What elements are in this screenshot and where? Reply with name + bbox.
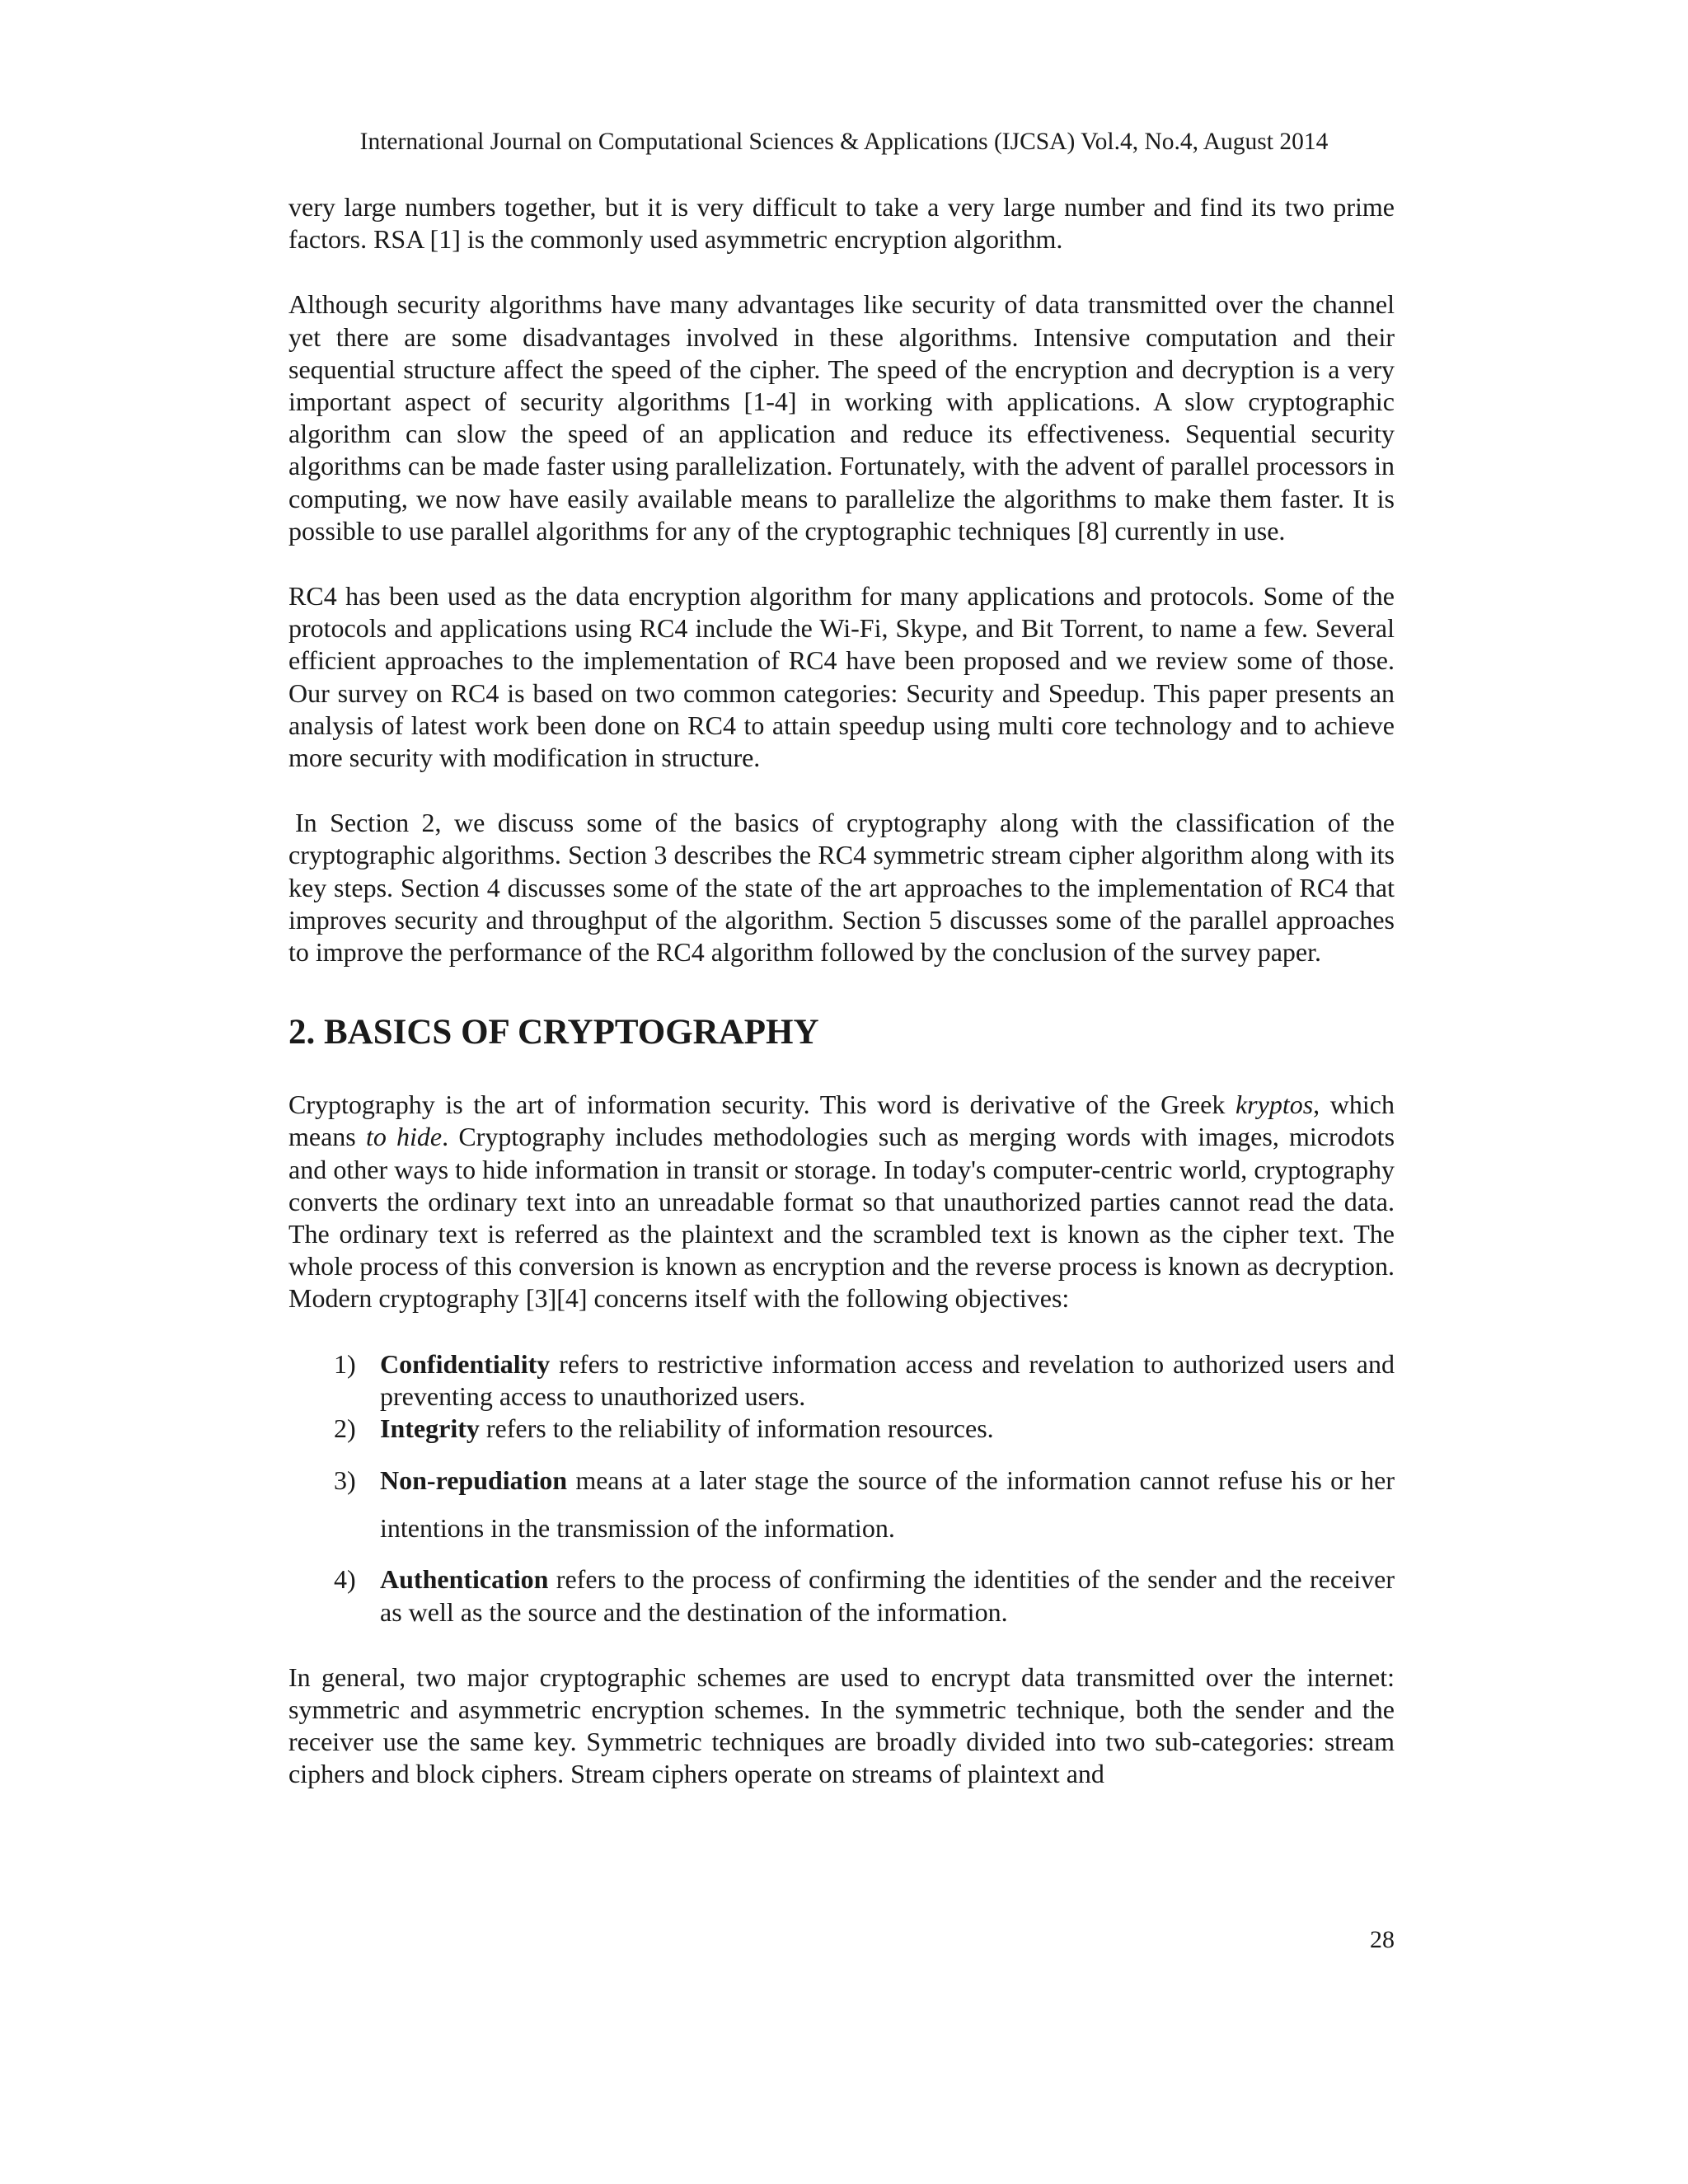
page-number: 28 (1370, 1926, 1395, 1953)
list-text: refers to restrictive information access and revelation to authorized users and preventing access to unauthorized users. (380, 1348, 1395, 1411)
list-item (288, 1456, 1395, 1552)
intro-text-2: , which means (288, 1090, 1395, 1152)
paragraph-rc4-usage: RC4 has been used as the data encryption algorithm for many applications and protocols. Some of the protocols and applications using RC4 include the Wi-Fi, Skype, and Bit Torrent, to name a few. Several efficient approaches to the implementation of RC4 have been proposed and we review some of those. Our survey on RC4 is based on two common categories: Security and Speedup. This paper presents an analysis of latest work been done on RC4 to attain speedup using multi core technology and to achieve more security with modification in structure. (288, 581, 1395, 773)
list-item (288, 1348, 1395, 1413)
list-number: 2) (334, 1413, 356, 1444)
intro-italic-kryptos: kryptos (1235, 1090, 1314, 1120)
paragraph-organization-text: In Section 2, we discuss some of the basics of cryptography along with the classification of the cryptographic algorithms. Section 3 describes the RC4 symmetric stream cipher algorithm along with its key steps. Section 4 discusses some of the state of the art approaches to the implementation of RC4 that improves security and throughput of the algorithm. Section 5 discusses some of the parallel approaches to improve the performance of the RC4 algorithm followed by the conclusion of the survey paper. (288, 808, 1395, 968)
intro-text-3: . Cryptography includes methodologies such as merging words with images, microdots and other ways to hide information in transit or storage. In today's computer-centric world, cryptography converts the ordinary text into an unreadable format so that unauthorized parties cannot read the data. The ordinary text is referred as the plaintext and the scrambled text is known as the cipher text. The whole process of this conversion is known as encryption and the reverse process is known as decryption. Modern cryptography [3][4] concerns itself with the following objectives: (288, 1122, 1395, 1314)
list-number: 3) (334, 1465, 356, 1496)
section-heading: 2. BASICS OF CRYPTOGRAPHY (288, 1013, 819, 1052)
list-number: 1) (334, 1348, 356, 1379)
paragraph-security-disadvantages: Although security algorithms have many advantages like security of data transmitted over the channel yet there are some disadvantages involved in these algorithms. Intensive computation and their sequential structure affect the speed of the cipher. The speed of the encryption and decryption is a very important aspect of security algorithms [1-4] in working with applications. A slow cryptographic algorithm can slow the speed of an application and reduce its effectiveness. Sequential security algorithms can be made faster using parallelization. Fortunately, with the advent of parallel processors in computing, we now have easily available means to parallelize the algorithms to make them faster. It is possible to use parallel algorithms for any of the cryptographic techniques [8] currently in use. (288, 289, 1395, 546)
intro-text-1: Cryptography is the art of information security. This word is derivative of the Greek (288, 1090, 1236, 1120)
list-term: Integrity (380, 1413, 480, 1444)
intro-italic-to-hide: to hide (365, 1122, 443, 1152)
objectives-list (288, 1348, 1395, 1629)
list-text: refers to the reliability of information resources. (479, 1413, 994, 1444)
paragraph-encryption-schemes: In general, two major cryptographic schemes are used to encrypt data transmitted over the internet: symmetric and asymmetric encryption schemes. In the symmetric technique, both the sender and the receiver use the same key. Symmetric techniques are broadly divided into two sub-categories: stream ciphers and block ciphers. Stream ciphers operate on streams of plaintext and (288, 1661, 1395, 1789)
list-text: means at a later stage the source of the information cannot refuse his or her intentions in the transmission of the information. (380, 1465, 1395, 1544)
list-item (288, 1563, 1395, 1628)
list-item (288, 1413, 1395, 1445)
running-header: International Journal on Computational Sciences & Applications (IJCSA) Vol.4, No.4, August 2014 (359, 129, 1329, 155)
list-term: Authentication (380, 1564, 549, 1595)
paragraph-organization (288, 807, 1395, 968)
list-term: Confidentiality (380, 1348, 551, 1379)
list-number: 4) (334, 1564, 356, 1595)
paragraph-rsa: very large numbers together, but it is very difficult to take a very large number and find its two prime factors. RSA [1] is the commonly used asymmetric encryption algorithm. (288, 192, 1395, 255)
list-text: refers to the process of confirming the identities of the sender and the receiver as well as the source and the destination of the information. (380, 1564, 1395, 1627)
body-text (288, 191, 1395, 1824)
list-term: Non-repudiation (380, 1465, 568, 1496)
paragraph-cryptography-intro (288, 1089, 1395, 1315)
